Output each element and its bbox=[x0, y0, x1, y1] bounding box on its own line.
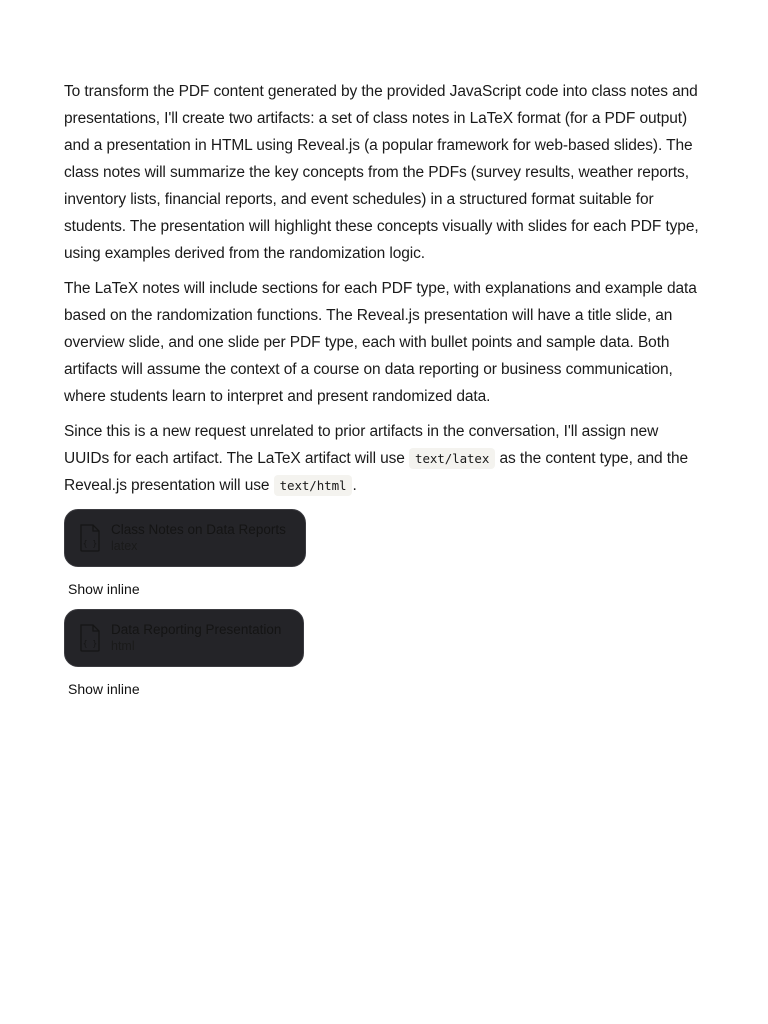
inline-code-latex: text/latex bbox=[409, 448, 495, 469]
artifact-card-class-notes[interactable] bbox=[64, 509, 306, 567]
code-file-icon bbox=[77, 622, 103, 654]
artifact-card-presentation[interactable] bbox=[64, 609, 304, 667]
message-paragraph-2: The LaTeX notes will include sections for each PDF type, with explanations and example data based on the randomization functions. The Reveal.js presentation will have a title slide, an overview slide, and one slide per PDF type, each with bullet points and sample data. Both artifacts will assume the context of a course on data reporting or business communication, where students learn to interpret and present randomized data. bbox=[64, 280, 697, 405]
artifact-type: latex bbox=[111, 539, 138, 553]
assistant-message bbox=[58, 78, 706, 699]
artifact-type: html bbox=[111, 639, 135, 653]
artifact-title: Class Notes on Data Reports bbox=[111, 522, 286, 537]
code-file-icon bbox=[77, 522, 103, 554]
svg-text:{ }: { } bbox=[82, 539, 98, 548]
svg-text:{ }: { } bbox=[82, 639, 98, 648]
inline-code-html: text/html bbox=[274, 475, 353, 496]
show-inline-button[interactable]: Show inline bbox=[68, 581, 140, 597]
message-paragraph-3 bbox=[64, 418, 700, 499]
message-paragraph-1: To transform the PDF content generated by the provided JavaScript code into class notes and presentations, I'll create two artifacts: a set of class notes in LaTeX format (for a PDF output) and a presentation in HTML using Reveal.js (a popular framework for web-based slides). The class notes will summarize the key concepts from the PDFs (survey results, weather reports, inventory lists, financial reports, and event schedules) in a structured format suitable for students. The presentation will highlight these concepts visually with slides for each PDF type, using examples derived from the randomization logic. bbox=[64, 83, 699, 262]
artifact-title: Data Reporting Presentation bbox=[111, 622, 282, 637]
show-inline-button[interactable]: Show inline bbox=[68, 681, 140, 697]
paragraph-3-text-after: . bbox=[352, 477, 357, 494]
paragraph-3-text-before: Since this is a new request unrelated to prior artifacts in the conversation, I'll assign new UUIDs for each artifact. The LaTeX artifact will use bbox=[64, 423, 659, 467]
paragraph-3-text-middle: as the content type, and the Reveal.js presentation will use bbox=[64, 450, 689, 494]
